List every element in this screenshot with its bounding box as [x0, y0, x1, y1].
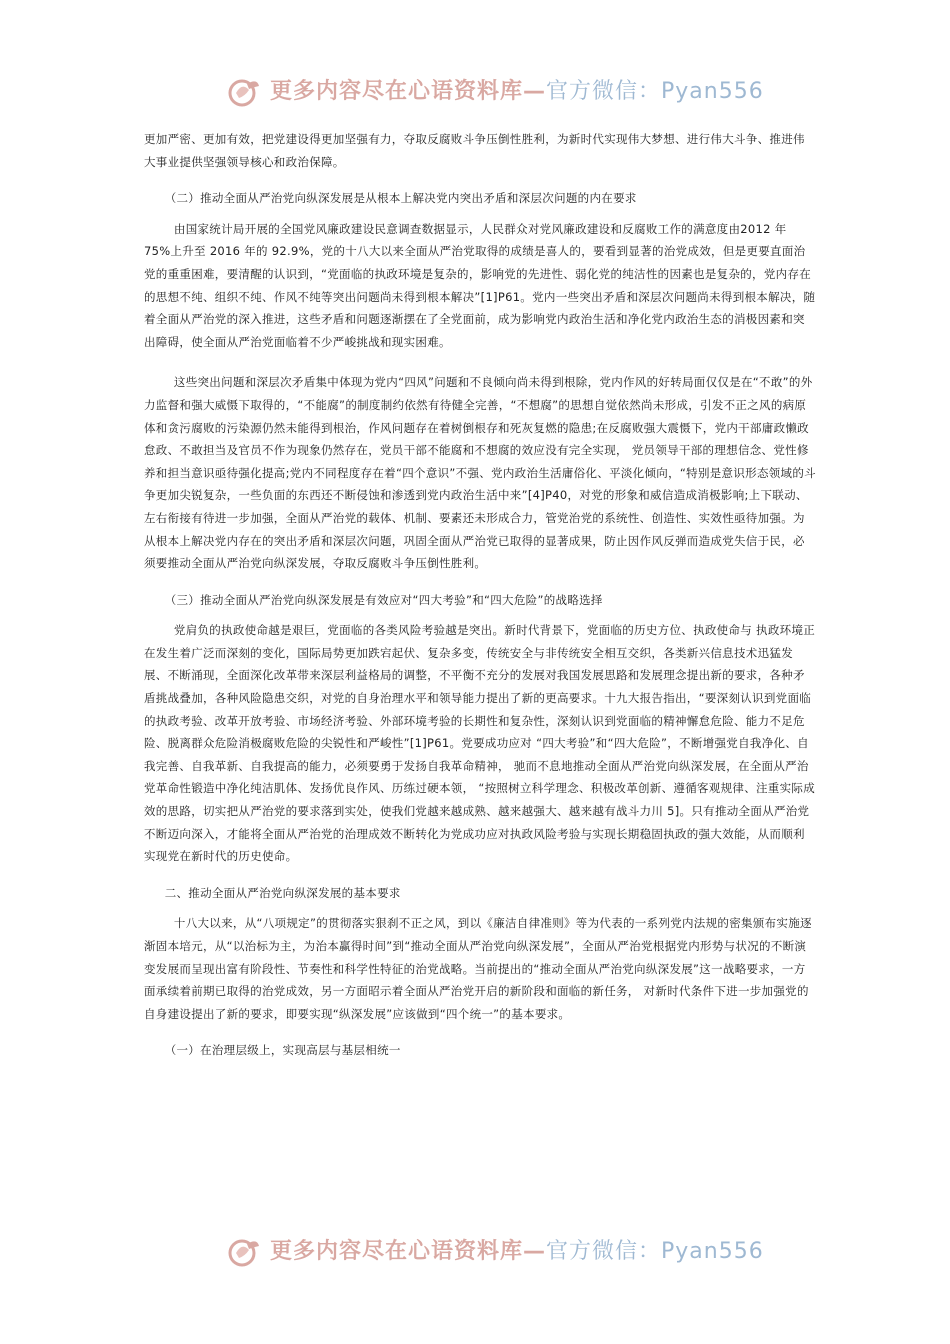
banner-brand: 更多内容尽在心语资料库— [270, 79, 547, 104]
banner-wechat: 官方微信：Pyan556 [546, 1239, 764, 1264]
header-banner [0, 72, 950, 112]
section-heading: 二、推动全面从严治党向纵深发展的基本要求 [164, 885, 401, 900]
paragraph: 党肩负的执政使命越是艰巨，党面临的各类风险考验越是突出。新时代背景下，党面临的历史方位、执政使命与 执政环境正在发生着广泛而深刻的变化，国际局势更加跌宕起伏、复杂多变，传统安全与非传统安全相互交织，各类新兴信息技术迅猛发展、不断涌现，全面深化改革带来深层利益格局的调整，不平衡不充分的发展对我国发展思路和发展理念提出新的要求，各种矛盾挑战叠加，各种风险隐患交织，对党的自身治理水平和领导能力提出了新的更高要求。十九大报告指出，“要深刻认识到党面临的执政考验、改革开放考验、市场经济考验、外部环境考验的长期性和复杂性，深刻认识到党面临的精神懈怠危险、能力不足危险、脱离群众危险消极腐败危险的尖锐性和严峻性”[1]P61。党要成功应对 “四大考验”和“四大危险”，不断增强党自我净化、自我完善、自我革新、自我提高的能力，必须要勇于发扬自我革命精神， 驰而不息地推动全面从严治党向纵深发展，在全面从严治党革命性锻造中净化纯洁肌体、发扬优良作风、历练过硬本领， “按照树立科学理念、积极改革创新、遵循客观规律、注重实际成效的思路，切实把从严治党的要求落到实处，使我们党越来越成熟、越来越强大、越来越有战斗力川 5]。只有推动全面从严治党不断迈向深入，才能将全面从严治党的治理成效不断转化为党成功应对执政风险考验与实现长期稳固执政的强大效能，从而顺利实现党在新时代的历史使命。 [144, 623, 816, 864]
section-heading: （一）在治理层级上，实现高层与基层相统一 [164, 1043, 401, 1058]
section-heading: （三）推动全面从严治党向纵深发展是有效应对“四大考验”和“四大危险”的战略选择 [164, 592, 603, 607]
logo-icon [227, 1236, 261, 1270]
paragraph: 这些突出问题和深层次矛盾集中体现为党内“四风”问题和不良倾向尚未得到根除，党内作风的好转局面仅仅是在“不敢”的外力监督和强大威慑下取得的，“不能腐”的制度制约依然有待健全完善，“不想腐”的思想自觉依然尚未形成，引发不正之风的病原体和贪污腐败的污染源仍然未能得到根治，作风问题存在着树倒根存和死灰复燃的隐患;在反腐败强大震慑下，党内干部庸政懒政怠政、不敢担当及官员不作为现象仍然存在，党员干部不能腐和不想腐的效应没有完全实现， 党员领导干部的理想信念、党性修养和担当意识亟待强化提高;党内不同程度存在着“四个意识”不强、党内政治生活庸俗化、平淡化倾向，“特别是意识形态领域的斗争更加尖锐复杂，一些负面的东西还不断侵蚀和渗透到党内政治生活中来”[4]P40，对党的形象和威信造成消极影响;上下联动、左右衔接有待进一步加强，全面从严治党的载体、机制、要素还未形成合力，管党治党的系统性、创造性、实效性亟待加强。为从根本上解决党内存在的突出矛盾和深层次问题，巩固全面从严治党已取得的显著成果，防止因作风反弹而造成党失信于民，必须要推动全面从严治党向纵深发展，夺取反腐败斗争压倒性胜利。 [144, 375, 816, 571]
section-heading: （二）推动全面从严治党向纵深发展是从根本上解决党内突出矛盾和深层次问题的内在要求 [164, 191, 637, 206]
footer-banner [0, 1232, 950, 1272]
paragraph: 由国家统计局开展的全国党风廉政建设民意调查数据显示，人民群众对党风廉政建设和反腐败工作的满意度由2012 年 75%上升至 2016 年的 92.9%，党的十八大以来全面从严治党取得的成绩是喜人的，要看到显著的治党成效，但是更要直面治党的重重困难，要清醒的认识到，“党面临的执政环境是复杂的，影响党的先进性、弱化党的纯洁性的因素也是复杂的，党内存在的思想不纯、组织不纯、作风不纯等突出问题尚未得到根本解决”[1]P61。党内一些突出矛盾和深层次问题尚未得到根本解决，随着全面从严治党的深入推进，这些矛盾和问题逐渐摆在了全党面前，成为影响党内政治生活和净化党内政治生态的消极因素和突出障碍，使全面从严治党面临着不少严峻挑战和现实困难。 [144, 221, 816, 349]
banner-text [270, 78, 764, 106]
paragraph: 更加严密、更加有效，把党建设得更加坚强有力，夺取反腐败斗争压倒性胜利，为新时代实现伟大梦想、进行伟大斗争、推进伟大事业提供坚强领导核心和政治保障。 [144, 132, 805, 169]
banner-brand: 更多内容尽在心语资料库— [270, 1239, 547, 1264]
logo-icon [227, 76, 261, 110]
banner-text [270, 1238, 764, 1266]
document-body [144, 128, 816, 1070]
banner-wechat: 官方微信：Pyan556 [546, 79, 764, 104]
paragraph: 十八大以来，从“八项规定”的贯彻落实狠刹不正之风，到以《廉洁自律准则》等为代表的一系列党内法规的密集颁布实施逐渐固本培元，从“以治标为主，为治本赢得时间”到“推动全面从严治党向纵深发展”，全面从严治党根据党内形势与状况的不断演变发展而呈现出富有阶段性、节奏性和科学性特征的治党战略。当前提出的“推动全面从严治党向纵深发展”这一战略要求，一方面承续着前期已取得的治党成效，另一方面昭示着全面从严治党开启的新阶段和面临的新任务， 对新时代条件下进一步加强党的自身建设提出了新的要求，即要实现“纵深发展”应该做到“四个统一”的基本要求。 [144, 916, 812, 1021]
